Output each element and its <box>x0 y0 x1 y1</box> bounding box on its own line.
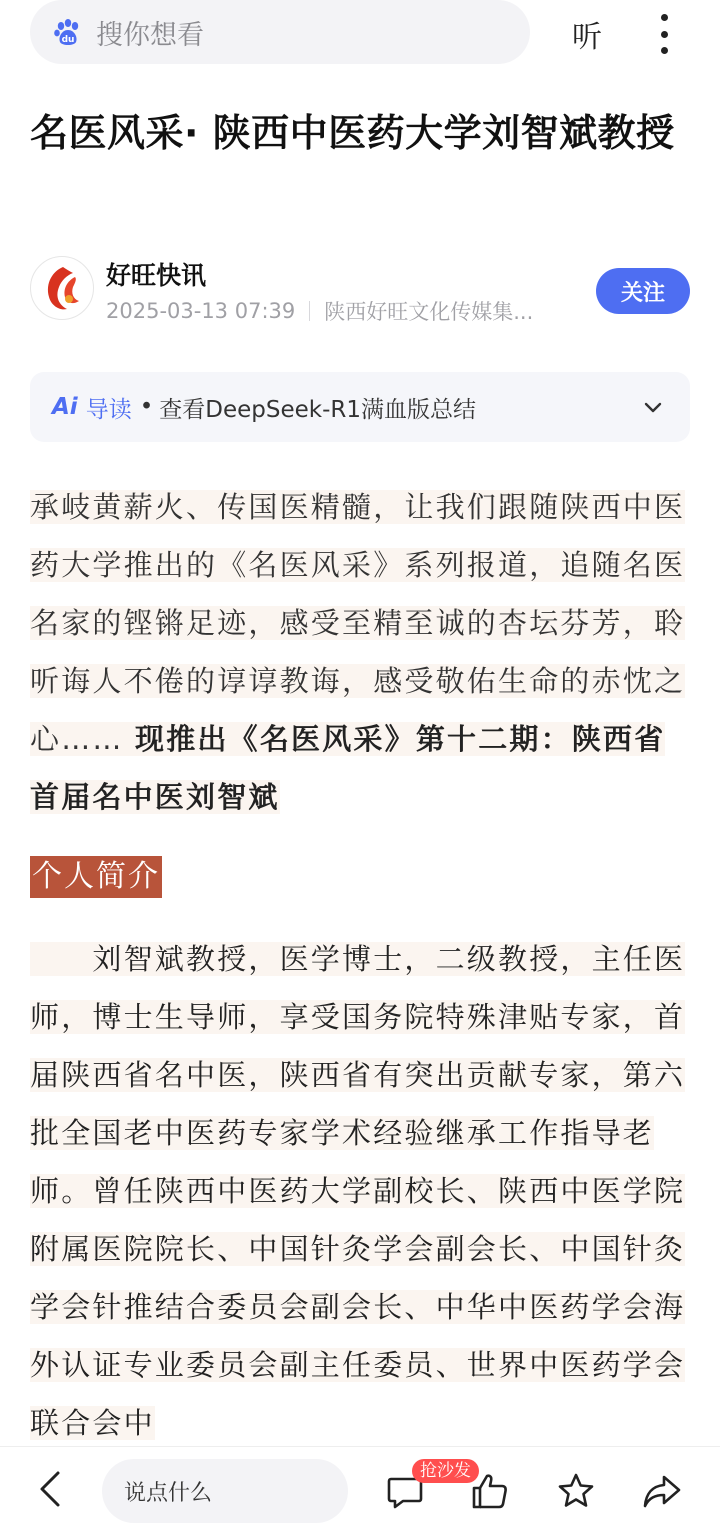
like-icon[interactable] <box>470 1471 510 1511</box>
publish-datetime: 2025-03-13 07:39 <box>106 299 296 323</box>
intro-paragraph <box>30 478 690 826</box>
ai-summary-dot: • <box>139 394 154 420</box>
source-name: 陕西好旺文化传媒集... <box>324 300 534 324</box>
share-icon[interactable] <box>642 1471 682 1511</box>
back-icon[interactable] <box>36 1469 64 1509</box>
baidu-paw-icon <box>52 16 84 48</box>
top-bar <box>0 0 720 70</box>
author-name[interactable]: 好旺快讯 <box>106 261 207 290</box>
search-box[interactable] <box>30 0 530 64</box>
intro-bold-text: 现推出《名医风采》第十二期：陕西省首届名中医刘智斌 <box>30 722 666 814</box>
bio-paragraph <box>30 930 690 1452</box>
search-placeholder: 搜你想看 <box>96 19 204 51</box>
sofa-badge: 抢沙发 <box>412 1459 479 1483</box>
article-meta <box>106 296 554 326</box>
ai-summary-tag: 导读 <box>85 396 132 423</box>
ai-summary-bar[interactable] <box>30 372 690 442</box>
chevron-down-icon[interactable] <box>642 396 664 418</box>
follow-button[interactable]: 关注 <box>596 268 690 314</box>
phoenix-logo-icon <box>31 257 94 320</box>
comment-input[interactable]: 说点什么 <box>102 1459 348 1523</box>
ai-summary-text: 查看DeepSeek-R1满血版总结 <box>159 396 477 423</box>
svg-text:du: du <box>61 35 75 45</box>
author-avatar[interactable] <box>30 256 94 320</box>
more-vertical-icon[interactable] <box>652 14 676 54</box>
bottom-bar <box>0 1446 720 1533</box>
bio-text: 刘智斌教授，医学博士，二级教授，主任医师，博士生导师，享受国务院特殊津贴专家，首届陕西省名中医，陕西省有突出贡献专家，第六批全国老中医药专家学术经验继承工作指导老师。曾任陕西中医药大学副校长、陕西中医学院附属医院院长、中国针灸学会副会长、中国针灸学会针推结合委员会副会长、中华中医药学会海外认证专业委员会副主任委员、世界中医药学会联合会中 <box>30 942 686 1440</box>
meta-divider <box>309 301 310 321</box>
section-heading: 个人简介 <box>30 856 162 898</box>
ai-logo-icon: Ai <box>52 394 78 420</box>
intro-text: 承岐黄薪火、传国医精髓，让我们跟随陕西中医药大学推出的《名医风采》系列报道，追随名医名家的铿锵足迹，感受至精至诚的杏坛芬芳，聆听诲人不倦的谆谆教诲，感受敬佑生命的赤忱之心…… <box>30 490 686 756</box>
star-icon[interactable] <box>556 1471 596 1511</box>
listen-button[interactable]: 听 <box>572 20 602 55</box>
article-title: 名医风采· 陕西中医药大学刘智斌教授 <box>30 111 675 155</box>
